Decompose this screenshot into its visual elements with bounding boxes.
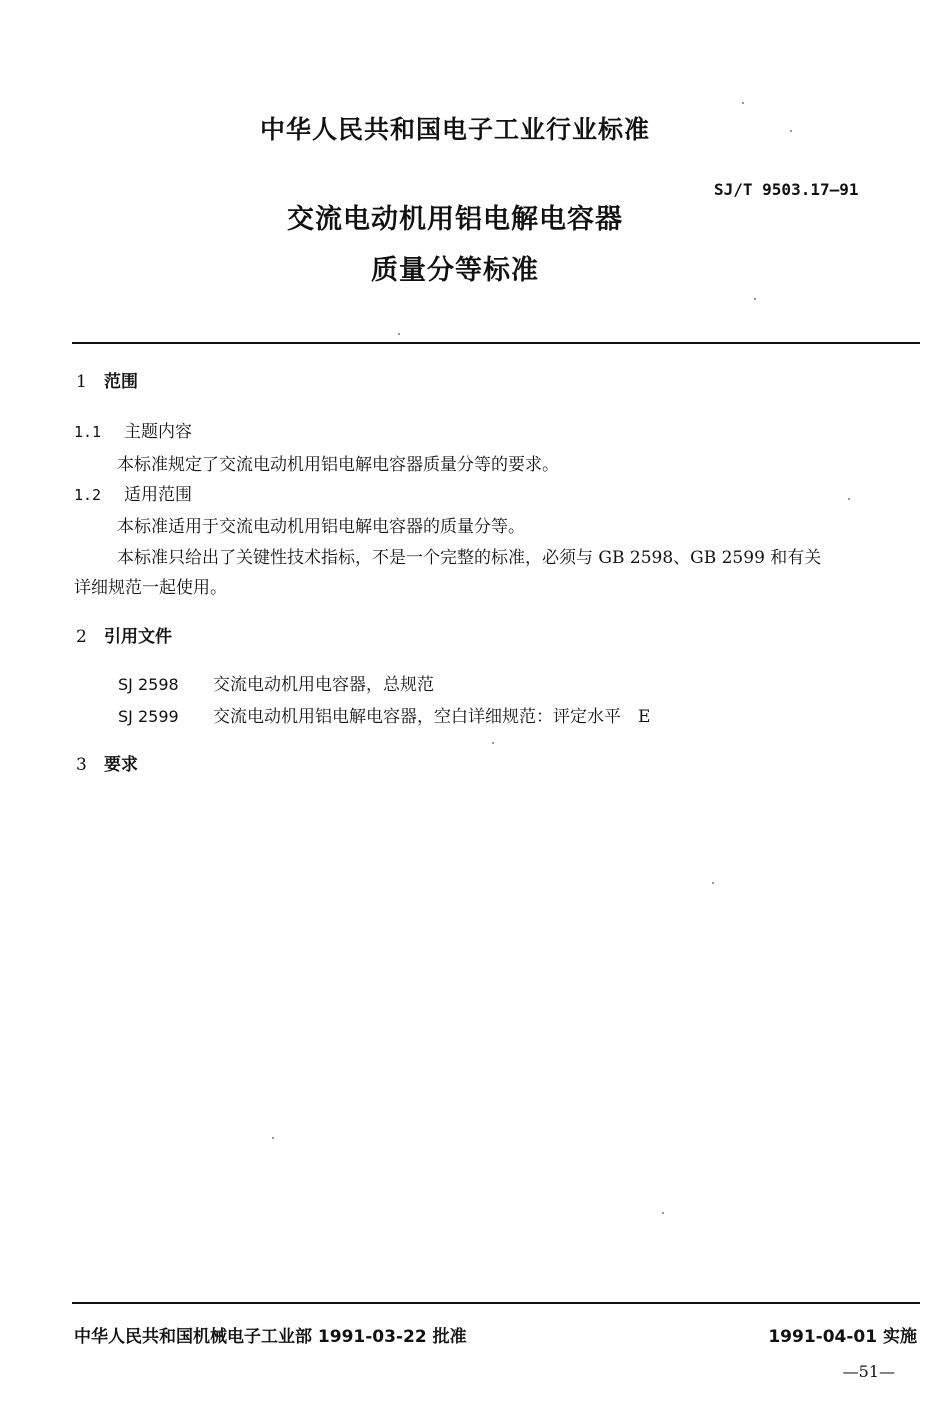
section-2-title: 引用文件 [104,627,172,647]
scan-speck [398,333,400,335]
scan-speck [662,1212,664,1214]
reference-item [118,670,434,695]
reference-title: 交流电动机用电容器，总规范 [213,675,434,695]
scan-speck [848,498,850,500]
section-1-2-text-2-line-2: 详细规范一起使用。 [74,578,227,598]
document-title-line-2: 质量分等标准 [371,255,539,286]
scan-speck [272,1137,274,1139]
section-1-2-title: 适用范围 [124,485,192,505]
section-1-1-number: 1.1 [74,423,102,441]
scan-speck [742,102,744,104]
top-divider [72,342,920,344]
section-1-2-heading [74,480,192,505]
section-1-1-text: 本标准规定了交流电动机用铝电解电容器质量分等的要求。 [117,455,559,475]
document-title-line-1: 交流电动机用铝电解电容器 [287,204,623,235]
standard-code: SJ/T 9503.17—91 [714,180,859,199]
reference-item [118,702,650,727]
approval-statement: 中华人民共和国机械电子工业部 1991-03-22 批准 [74,1327,467,1347]
section-2-heading [76,622,172,647]
reference-code: SJ 2598 [118,675,179,694]
section-1-number: 1 [76,372,87,392]
section-3-number: 3 [76,755,87,775]
section-1-title: 范围 [104,372,138,392]
scan-speck [712,882,714,884]
section-1-2-text-2-line-1: 本标准只给出了关键性技术指标，不是一个完整的标准，必须与 GB 2598、GB 2599 和有关 [117,548,822,568]
section-3-title: 要求 [104,755,138,775]
scan-speck [754,298,756,300]
page-number: —51— [842,1362,895,1381]
section-1-heading [76,367,138,392]
effective-date: 1991-04-01 实施 [768,1327,917,1347]
bottom-divider [72,1302,920,1304]
industry-standard-header: 中华人民共和国电子工业行业标准 [259,115,650,144]
reference-code: SJ 2599 [118,707,179,726]
section-1-2-text-1: 本标准适用于交流电动机用铝电解电容器的质量分等。 [117,517,525,537]
section-2-number: 2 [76,627,87,647]
section-1-1-title: 主题内容 [124,422,192,442]
reference-title: 交流电动机用铝电解电容器，空白详细规范：评定水平 E [213,707,651,727]
scan-speck [492,742,494,744]
section-1-2-number: 1.2 [74,486,102,504]
scan-speck [790,130,792,132]
section-3-heading [76,750,138,775]
section-1-1-heading [74,417,192,442]
